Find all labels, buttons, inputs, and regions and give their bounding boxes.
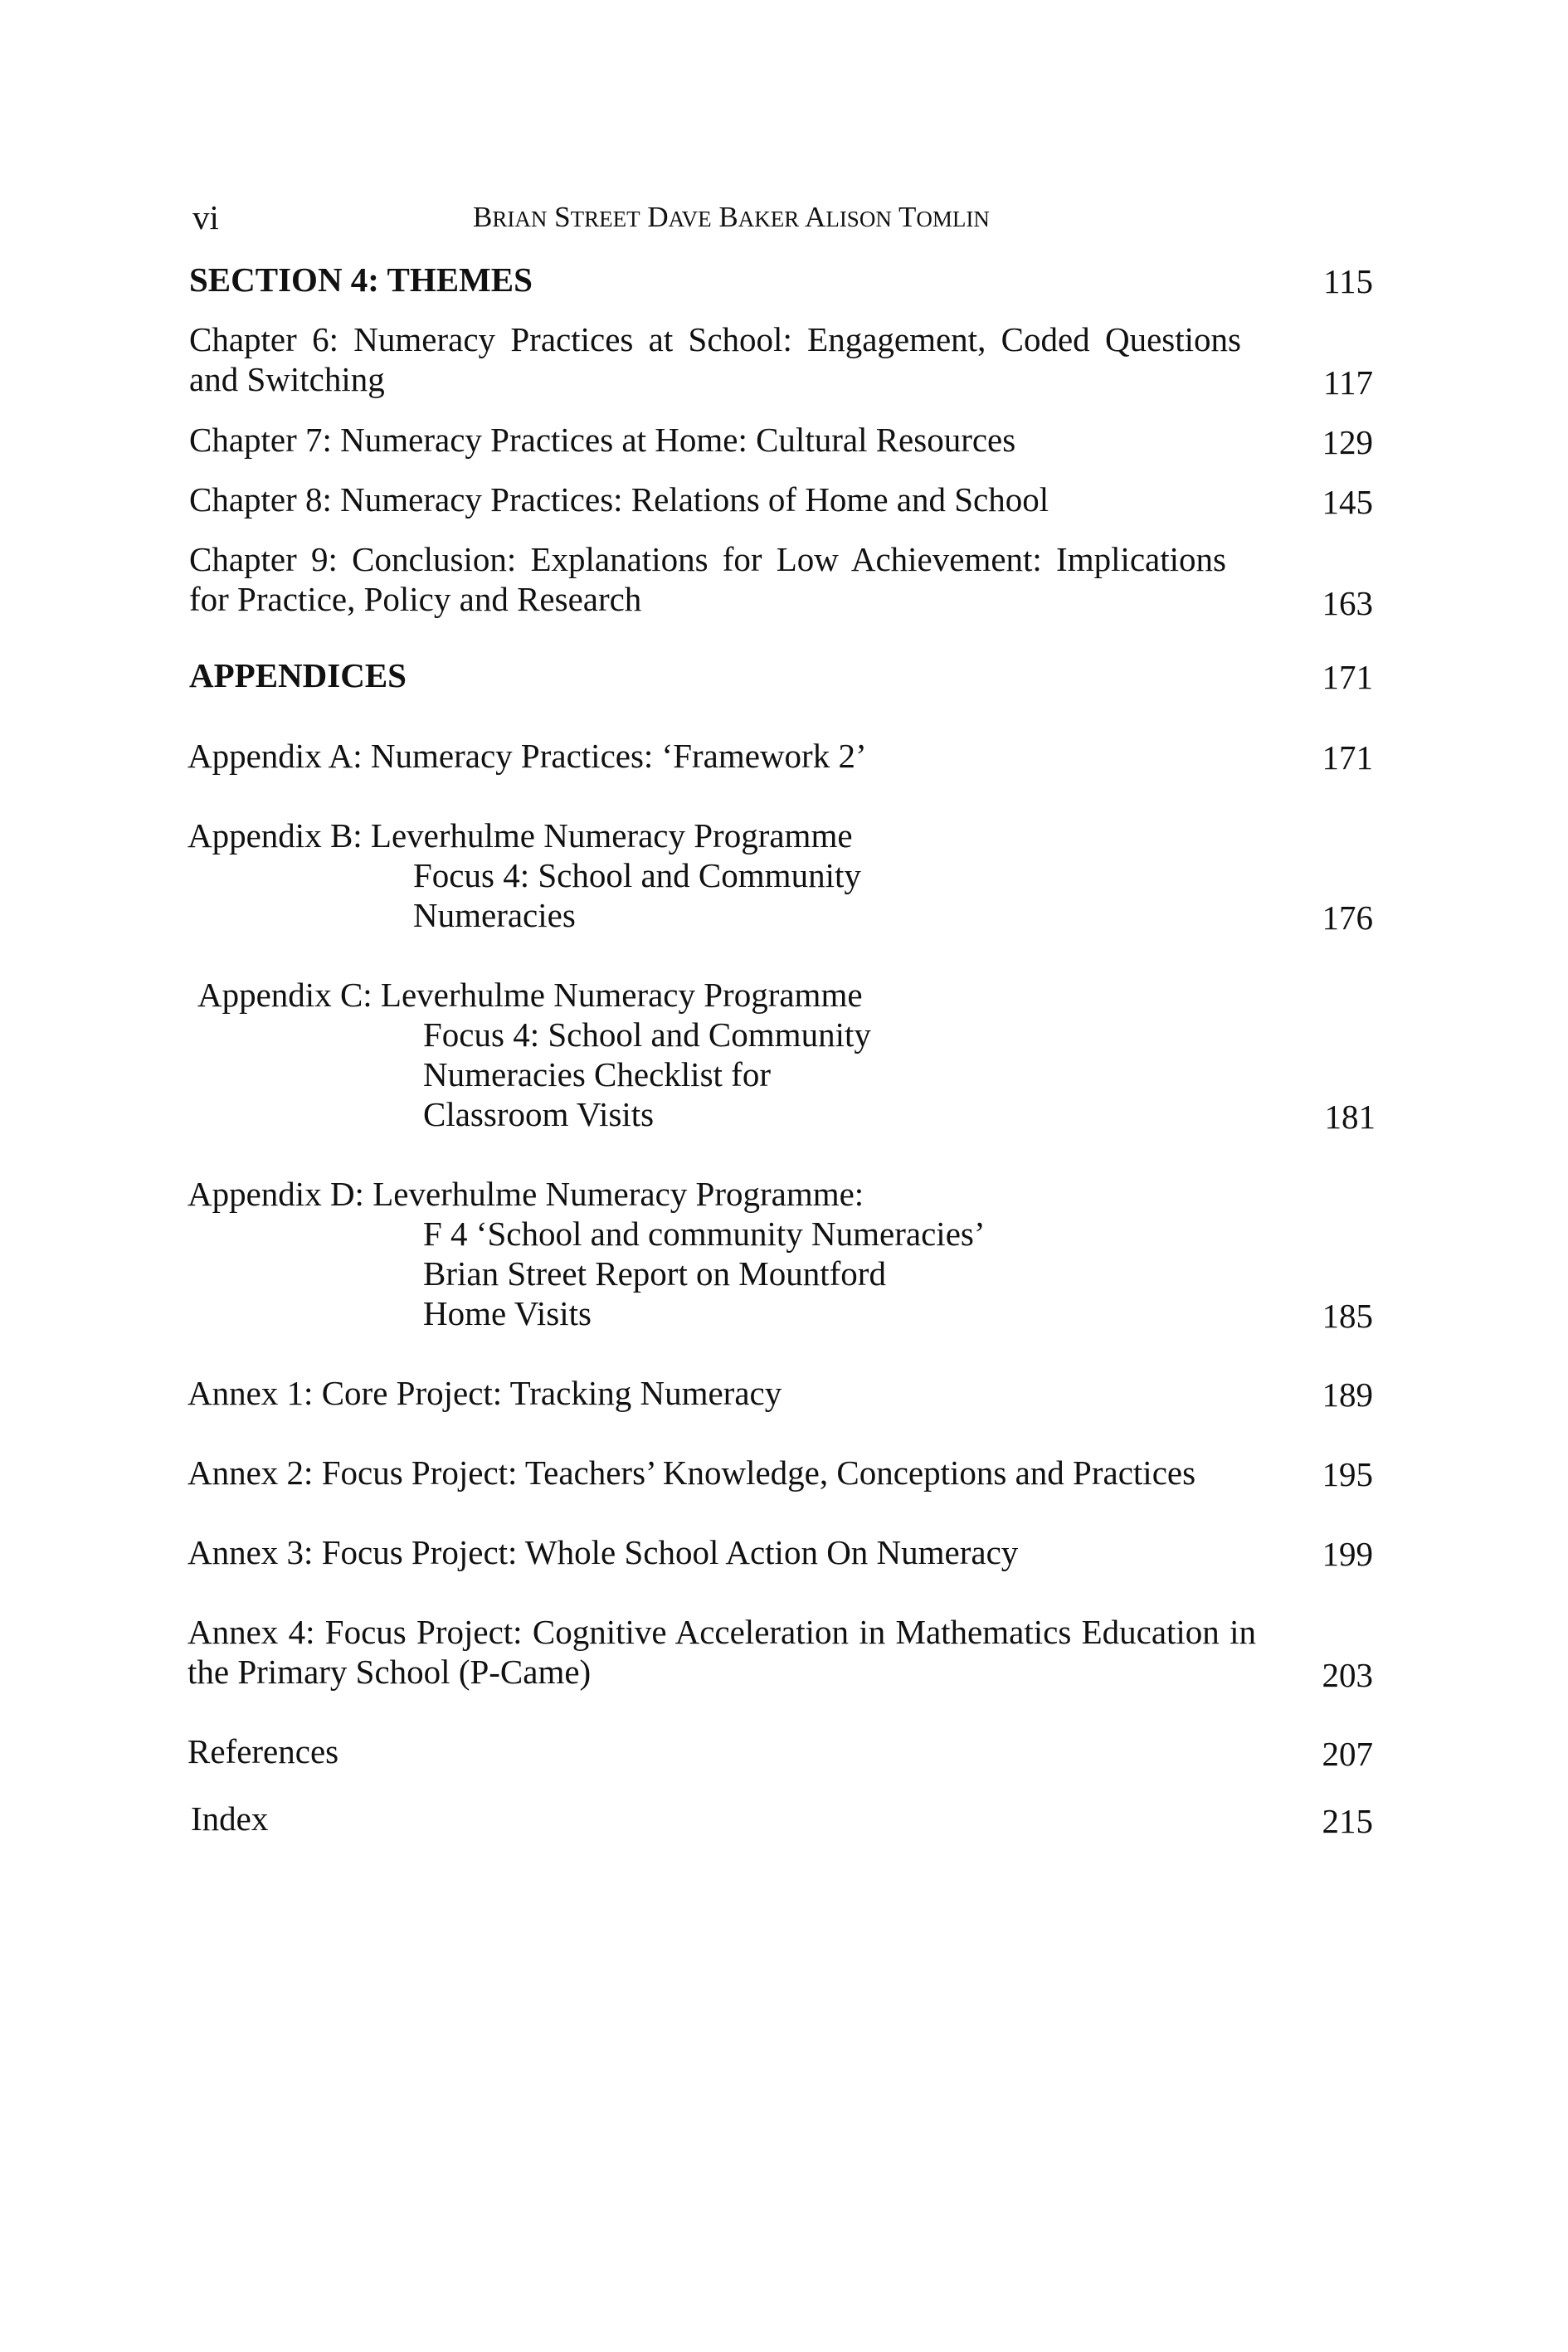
toc-annex-4-line-1: Annex 4: Focus Project: Cognitive Acceleration in Mathematics Education in xyxy=(187,1613,1256,1651)
toc-section-4-page: 115 xyxy=(1323,262,1373,300)
toc-chapter-6-page: 117 xyxy=(1323,363,1373,402)
toc-annex-2-page: 195 xyxy=(1322,1455,1373,1493)
author-alison-tomlin: ALISON TOMLIN xyxy=(805,201,990,233)
running-header-authors xyxy=(473,197,990,239)
toc-appendix-d-line-3: Brian Street Report on Mountford xyxy=(423,1254,886,1293)
toc-appendix-c-line-3: Numeracies Checklist for xyxy=(423,1055,771,1093)
toc-appendix-b-page: 176 xyxy=(1322,898,1373,937)
toc-annex-4-line-2: the Primary School (P-Came) xyxy=(187,1653,592,1691)
toc-annex-1-page: 189 xyxy=(1322,1376,1373,1414)
toc-appendix-b-line-3: Numeracies xyxy=(413,896,576,934)
toc-appendices-page: 171 xyxy=(1322,658,1373,696)
toc-chapter-9-line-2: for Practice, Policy and Research xyxy=(189,580,642,618)
toc-appendix-d-line-2: F 4 ‘School and community Numeracies’ xyxy=(423,1215,986,1253)
toc-annex-3-page: 199 xyxy=(1322,1535,1373,1573)
toc-chapter-6-line-2: and Switching xyxy=(189,360,385,398)
toc-appendix-a-page: 171 xyxy=(1322,738,1373,777)
toc-chapter-9-page: 163 xyxy=(1322,584,1373,622)
toc-annex-3: Annex 3: Focus Project: Whole School Action On Numeracy xyxy=(187,1533,1019,1571)
toc-appendix-c-line-2: Focus 4: School and Community xyxy=(423,1015,871,1054)
author-brian-street: BRIAN STREET xyxy=(473,201,640,233)
toc-section-4-title: SECTION 4: THEMES xyxy=(189,261,533,299)
toc-appendix-d-line-4: Home Visits xyxy=(423,1294,592,1332)
toc-chapter-6-line-1: Chapter 6: Numeracy Practices at School: Engagement, Coded Questions xyxy=(189,320,1241,358)
toc-appendix-b-line-1: Appendix B: Leverhulme Numeracy Programme xyxy=(187,816,853,855)
toc-chapter-8: Chapter 8: Numeracy Practices: Relations of Home and School xyxy=(189,480,1049,519)
toc-annex-4-page: 203 xyxy=(1322,1656,1373,1694)
toc-chapter-7: Chapter 7: Numeracy Practices at Home: Cultural Resources xyxy=(189,421,1016,459)
toc-references-page: 207 xyxy=(1322,1735,1373,1773)
toc-appendix-d-line-1: Appendix D: Leverhulme Numeracy Programme: xyxy=(187,1175,864,1213)
author-dave-baker: DAVE BAKER xyxy=(647,201,800,233)
toc-appendix-a: Appendix A: Numeracy Practices: ‘Framework 2’ xyxy=(187,737,867,775)
toc-chapter-8-page: 145 xyxy=(1322,483,1373,521)
toc-chapter-7-page: 129 xyxy=(1322,423,1373,461)
toc-appendix-d-page: 185 xyxy=(1322,1297,1373,1335)
toc-appendix-c-line-1: Appendix C: Leverhulme Numeracy Programme xyxy=(197,976,863,1014)
toc-chapter-9-line-1: Chapter 9: Conclusion: Explanations for Low Achievement: Implications xyxy=(189,540,1226,578)
toc-annex-2: Annex 2: Focus Project: Teachers’ Knowledge, Conceptions and Practices xyxy=(187,1454,1196,1492)
toc-references: References xyxy=(187,1732,339,1770)
toc-appendix-c-line-4: Classroom Visits xyxy=(423,1095,655,1133)
toc-appendix-c-page: 181 xyxy=(1324,1098,1376,1136)
toc-index: Index xyxy=(191,1799,269,1838)
toc-appendices-title: APPENDICES xyxy=(189,656,407,694)
toc-index-page: 215 xyxy=(1322,1802,1373,1840)
toc-appendix-b-line-2: Focus 4: School and Community xyxy=(413,856,861,894)
toc-annex-1: Annex 1: Core Project: Tracking Numeracy xyxy=(187,1374,782,1412)
running-page-number: vi xyxy=(192,198,219,236)
